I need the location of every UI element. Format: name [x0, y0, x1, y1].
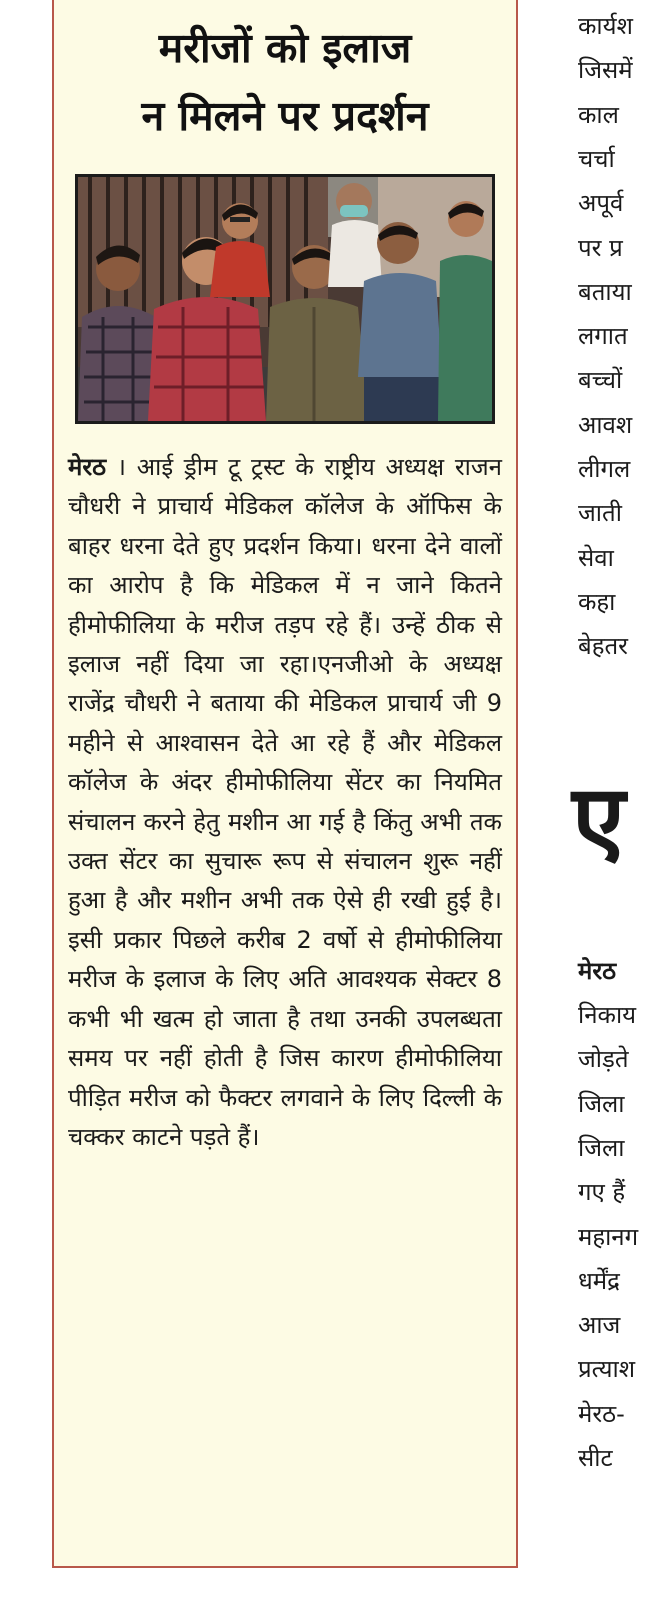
- adjacent-article-line: आज: [578, 1311, 621, 1340]
- article-dateline: मेरठ: [68, 453, 107, 481]
- adjacent-article-line: जिसमें: [578, 56, 633, 85]
- adjacent-article-line: जिला: [578, 1089, 625, 1118]
- adjacent-article-line: सेवा: [578, 543, 614, 572]
- news-article: [52, 0, 518, 1568]
- adjacent-article-line: जोड़ते: [578, 1045, 629, 1074]
- adjacent-article-line: चर्चा: [578, 144, 615, 173]
- left-page-margin: [0, 0, 52, 1600]
- headline-line-1: मरीजों को इलाज: [158, 24, 412, 72]
- adjacent-article-line: मेरठ-: [578, 1399, 625, 1428]
- adjacent-article-dateline: मेरठ: [578, 957, 617, 985]
- article-body-text: । आई ड्रीम टू ट्रस्ट के राष्ट्रीय अध्यक्ष राजन चौधरी ने प्राचार्य मेडिकल कॉलेज के ऑफिस के बाहर धरना देते हुए प्रदर्शन किया। धरना देने वालों का आरोप है कि मेडिकल में न जाने कितने हीमोफीलिया के मरीज तड़प रहे हैं। उन्हें ठीक से इलाज नहीं दिया जा रहा।एनजीओ के अध्यक्ष राजेंद्र चौधरी ने बताया की मेडिकल प्राचार्य जी 9 महीने से आश्वासन देते आ रहे हैं और मेडिकल कॉलेज के अंदर हीमोफीलिया सेंटर का नियमित संचालन करने हेतु मशीन आ गई है किंतु अभी तक उक्त सेंटर का सुचारू रूप से संचालन शुरू नहीं हुआ है और मशीन अभी तक ऐसे ही रखी हुई है। इसी प्रकार पिछले करीब 2 वर्षो से हीमोफीलिया मरीज के इलाज के लिए अति आवश्यक सेक्टर 8 कभी भी खत्म हो जाता है तथा उनकी उपलब्धता समय पर नहीं होती है जिस कारण हीमोफीलिया पीड़ित मरीज को फैक्टर लगवाने के लिए दिल्ली के चक्कर काटने पड़ते हैं।: [68, 453, 502, 1151]
- adjacent-article-line: लीगल: [578, 455, 631, 483]
- adjacent-article-line: जाती: [578, 499, 622, 528]
- adjacent-article-line: काल: [578, 100, 619, 129]
- adjacent-article-line: धर्मेंद्र: [578, 1266, 620, 1295]
- adjacent-article-line: आवश: [578, 410, 633, 439]
- adjacent-article-line: सीट: [578, 1444, 613, 1472]
- adjacent-article-line: लगात: [578, 322, 628, 351]
- article-headline: [54, 14, 516, 150]
- adjacent-article-line: कहा: [578, 587, 616, 616]
- adjacent-article-line: बच्चों: [578, 366, 623, 395]
- adjacent-article-line: प्रत्याश: [578, 1355, 636, 1384]
- adjacent-article-line: निकाय: [578, 1001, 637, 1029]
- adjacent-article-line: कार्यश: [578, 12, 633, 40]
- adjacent-article-line: महानग: [578, 1222, 639, 1251]
- headline-line-2: न मिलने पर प्रदर्शन: [141, 92, 429, 140]
- adjacent-article-line: बताया: [578, 277, 632, 306]
- protest-photo: [75, 174, 495, 424]
- adjacent-article-big-heading: ए: [572, 764, 626, 876]
- article-body: [68, 448, 502, 1157]
- adjacent-article-line: जिला: [578, 1133, 625, 1162]
- adjacent-article-column: [562, 0, 662, 1600]
- adjacent-article-line: गए हैं: [578, 1178, 626, 1207]
- adjacent-article-line: बेहतर: [578, 632, 628, 661]
- adjacent-article-line: अपूर्व: [578, 189, 624, 218]
- adjacent-article-line: पर प्र: [578, 233, 623, 262]
